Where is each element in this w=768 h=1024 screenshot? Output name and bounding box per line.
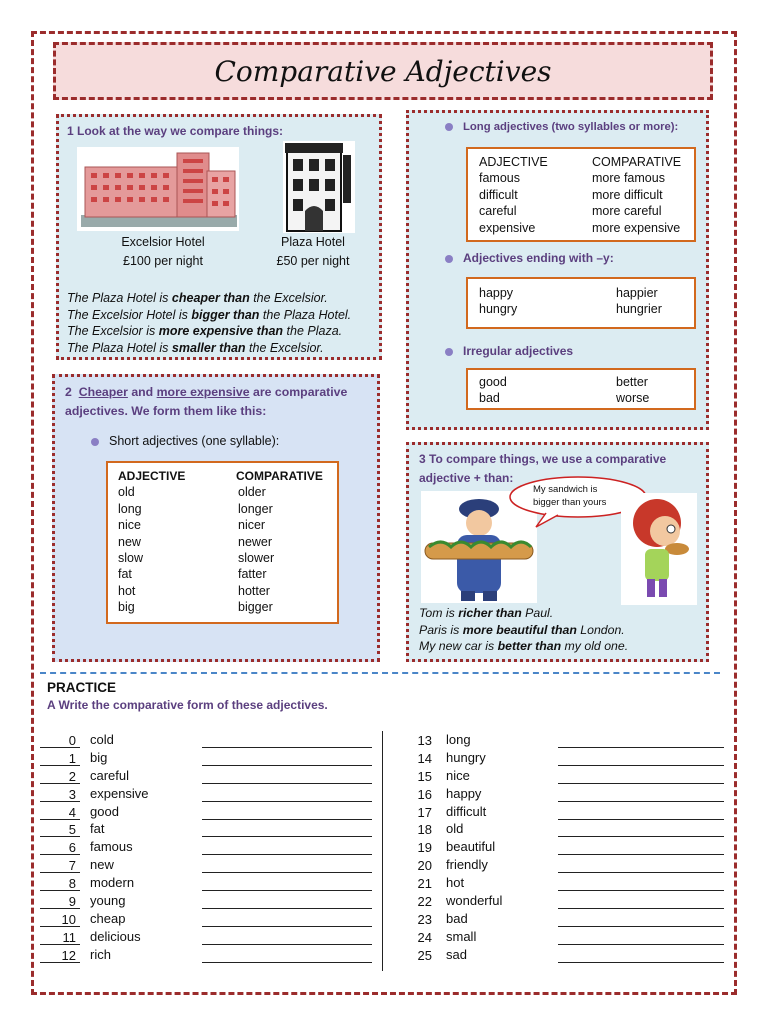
section2-heading: 2 Cheaper and more expensive are comparative adjectives. We form them like this:	[65, 385, 348, 418]
answer-line[interactable]	[558, 944, 724, 945]
exercise-number: 10	[61, 911, 76, 927]
hotel1-price: £100 per night	[123, 254, 203, 268]
answer-line[interactable]	[202, 783, 372, 784]
exercise-number: 13	[417, 733, 432, 748]
exercise-word: expensive	[90, 785, 149, 801]
exercise-number: 22	[417, 894, 432, 910]
example-line: The Plaza Hotel is cheaper than the Excelsior.	[67, 291, 328, 305]
exercise-row	[396, 892, 726, 910]
exercise-row	[396, 946, 726, 964]
plaza-hotel-image	[283, 141, 355, 233]
page-title: Comparative Adjectives	[214, 54, 552, 88]
table-row: difficult more difficult	[479, 187, 663, 202]
example-line: The Excelsior Hotel is bigger than the Plaza Hotel.	[67, 307, 352, 322]
answer-line[interactable]	[202, 836, 372, 837]
answer-line[interactable]	[202, 908, 372, 909]
answer-line[interactable]	[202, 819, 372, 820]
exercise-number: 3	[68, 786, 76, 802]
exercise-row	[396, 731, 726, 749]
exercise-word: cold	[90, 732, 114, 747]
table-row: fat fatter	[118, 567, 267, 582]
answer-line[interactable]	[202, 854, 372, 855]
section-divider	[40, 672, 720, 674]
hotel-examples	[67, 290, 351, 356]
practice-right-column	[396, 731, 726, 964]
number-underline	[40, 783, 80, 784]
exercise-word: careful	[90, 767, 130, 783]
exercise-number: 25	[417, 947, 432, 963]
exercise-number: 21	[417, 876, 432, 892]
exercise-word: old	[446, 821, 464, 837]
example-line: Tom is richer than Paul.	[419, 606, 554, 620]
y-adjectives-table	[466, 277, 696, 329]
answer-line[interactable]	[558, 890, 724, 891]
hotel2-name: Plaza Hotel	[281, 235, 345, 249]
exercise-number: 20	[417, 858, 432, 874]
table-row: careful more careful	[479, 204, 662, 219]
answer-line[interactable]	[558, 765, 724, 766]
long-adjectives-table	[466, 147, 696, 242]
practice-title: PRACTICE	[47, 680, 117, 695]
exercise-word: wonderful	[446, 893, 503, 909]
exercise-number: 8	[68, 876, 76, 892]
panel-hotels	[56, 114, 382, 360]
number-underline	[40, 836, 80, 837]
exercise-word: hungry	[446, 749, 486, 765]
exercise-row	[40, 856, 380, 874]
number-underline	[40, 747, 80, 748]
practice-left-column	[40, 731, 380, 964]
exercise-row	[40, 785, 380, 803]
exercise-number: 14	[417, 750, 432, 766]
exercise-number: 12	[61, 947, 76, 963]
excelsior-hotel-image	[77, 147, 239, 231]
answer-line[interactable]	[202, 872, 372, 873]
bullet-icon	[445, 348, 453, 356]
exercise-word: modern	[90, 875, 135, 891]
exercise-row	[396, 785, 726, 803]
exercise-word: long	[446, 732, 471, 747]
exercise-row	[40, 874, 380, 892]
exercise-word: hot	[446, 875, 465, 891]
table-row: nice nicer	[118, 518, 266, 533]
exercise-word: fat	[90, 821, 105, 837]
exercise-number: 7	[68, 858, 76, 874]
exercise-row	[40, 928, 380, 946]
irregular-adjectives-table	[466, 368, 696, 410]
than-examples	[419, 605, 628, 655]
practice-instruction: A Write the comparative form of these adjectives.	[47, 698, 328, 712]
exercise-number: 2	[68, 768, 76, 784]
exercise-word: delicious	[90, 928, 141, 944]
number-underline	[40, 890, 80, 891]
bullet-icon	[91, 438, 99, 446]
exercise-row	[396, 820, 726, 838]
speech-bubble-text: My sandwich is bigger than yours	[533, 484, 607, 508]
exercise-row	[396, 767, 726, 785]
table-row: famous more famous	[479, 171, 665, 186]
number-underline	[40, 908, 80, 909]
table-row: new newer	[118, 534, 273, 549]
exercise-word: good	[90, 803, 119, 819]
exercise-row	[40, 767, 380, 785]
exercise-row	[396, 803, 726, 821]
exercise-word: young	[90, 893, 126, 909]
example-line: The Excelsior is more expensive than the Plaza.	[67, 324, 343, 338]
exercise-row	[396, 928, 726, 946]
table-header: ADJECTIVE COMPARATIVE	[479, 155, 682, 169]
long-adjectives-label: Long adjectives (two syllables or more):	[445, 121, 678, 133]
exercise-word: big	[90, 749, 108, 765]
answer-line[interactable]	[202, 765, 372, 766]
exercise-word: new	[90, 857, 114, 873]
exercise-number: 6	[68, 840, 76, 856]
answer-line[interactable]	[558, 908, 724, 909]
answer-line[interactable]	[558, 819, 724, 820]
exercise-word: beautiful	[446, 839, 496, 855]
answer-line[interactable]	[202, 944, 372, 945]
table-row: big bigger	[118, 600, 273, 615]
exercise-word: nice	[446, 767, 470, 783]
exercise-number: 19	[417, 840, 432, 856]
exercise-number: 23	[417, 911, 432, 927]
exercise-row	[40, 946, 380, 964]
panel-compare-than	[406, 442, 709, 662]
table-row: bad worse	[479, 391, 650, 406]
title-banner	[53, 42, 713, 100]
answer-line[interactable]	[202, 801, 372, 802]
exercise-number: 1	[68, 750, 76, 766]
exercise-word: bad	[446, 910, 468, 926]
example-line: The Plaza Hotel is smaller than the Excelsior.	[67, 340, 324, 355]
number-underline	[40, 944, 80, 945]
exercise-number: 5	[68, 822, 76, 838]
hotel2-price: £50 per night	[276, 254, 350, 268]
answer-line[interactable]	[558, 783, 724, 784]
exercise-row	[40, 820, 380, 838]
section3-heading: 3 To compare things, we use a comparative adjective + than:	[419, 452, 667, 485]
exercise-row	[40, 749, 380, 767]
answer-line[interactable]	[202, 926, 372, 927]
example-line: Paris is more beautiful than London.	[419, 622, 625, 637]
table-row: hungry hungrier	[479, 302, 662, 317]
answer-line[interactable]	[202, 962, 372, 963]
answer-line[interactable]	[558, 872, 724, 873]
answer-line[interactable]	[558, 926, 724, 927]
exercise-number: 4	[68, 804, 76, 820]
bullet-icon	[445, 255, 453, 263]
short-adjectives-label: Short adjectives (one syllable):	[91, 434, 279, 448]
exercise-row	[396, 749, 726, 767]
exercise-number: 9	[68, 894, 76, 910]
table-row: hot hotter	[118, 583, 270, 598]
table-row: expensive more expensive	[479, 220, 681, 235]
answer-line[interactable]	[558, 962, 724, 963]
example-line: My new car is better than my old one.	[419, 639, 629, 653]
exercise-number: 15	[417, 768, 432, 784]
table-row: good better	[479, 375, 648, 389]
y-adjectives-label: Adjectives ending with –y:	[445, 251, 614, 265]
table-row: slow slower	[118, 551, 275, 566]
table-row: long longer	[118, 501, 273, 516]
exercise-word: famous	[90, 839, 133, 855]
answer-line[interactable]	[202, 747, 372, 748]
exercise-word: rich	[90, 946, 111, 962]
exercise-row	[396, 856, 726, 874]
number-underline	[40, 962, 80, 963]
exercise-row	[396, 910, 726, 928]
exercise-word: small	[446, 928, 477, 944]
exercise-number: 11	[62, 929, 76, 945]
exercise-word: sad	[446, 946, 467, 962]
table-row: old older	[118, 485, 266, 500]
exercise-row	[40, 803, 380, 821]
exercise-word: friendly	[446, 857, 488, 873]
exercise-row	[396, 874, 726, 892]
answer-line[interactable]	[558, 747, 724, 748]
answer-line[interactable]	[558, 854, 724, 855]
answer-line[interactable]	[558, 836, 724, 837]
number-underline	[40, 801, 80, 802]
girl-eating-image	[621, 493, 697, 605]
number-underline	[40, 765, 80, 766]
exercise-number: 16	[417, 786, 432, 802]
exercise-row	[40, 892, 380, 910]
number-underline	[40, 819, 80, 820]
exercise-word: happy	[446, 785, 482, 801]
exercise-row	[40, 910, 380, 928]
exercise-number: 17	[417, 804, 432, 820]
exercise-word: difficult	[446, 803, 487, 819]
number-underline	[40, 926, 80, 927]
answer-line[interactable]	[202, 890, 372, 891]
answer-line[interactable]	[558, 801, 724, 802]
number-underline	[40, 854, 80, 855]
exercise-word: cheap	[90, 910, 126, 926]
panel-long-adjectives	[406, 110, 709, 430]
exercise-number: 24	[417, 929, 432, 945]
exercise-number: 18	[417, 822, 432, 838]
section1-heading: 1 Look at the way we compare things:	[67, 124, 284, 138]
irregular-adjectives-label: Irregular adjectives	[445, 344, 573, 358]
short-adjectives-table	[106, 461, 339, 624]
exercise-row	[396, 838, 726, 856]
number-underline	[40, 872, 80, 873]
hotel1-name: Excelsior Hotel	[121, 235, 205, 249]
column-divider	[382, 731, 383, 971]
exercise-number: 0	[68, 733, 76, 748]
table-header: ADJECTIVE COMPARATIVE	[118, 469, 323, 483]
bullet-icon	[445, 123, 453, 131]
panel-short-adjectives	[52, 374, 380, 662]
exercise-row	[40, 731, 380, 749]
table-row: happy happier	[479, 286, 658, 300]
exercise-row	[40, 838, 380, 856]
